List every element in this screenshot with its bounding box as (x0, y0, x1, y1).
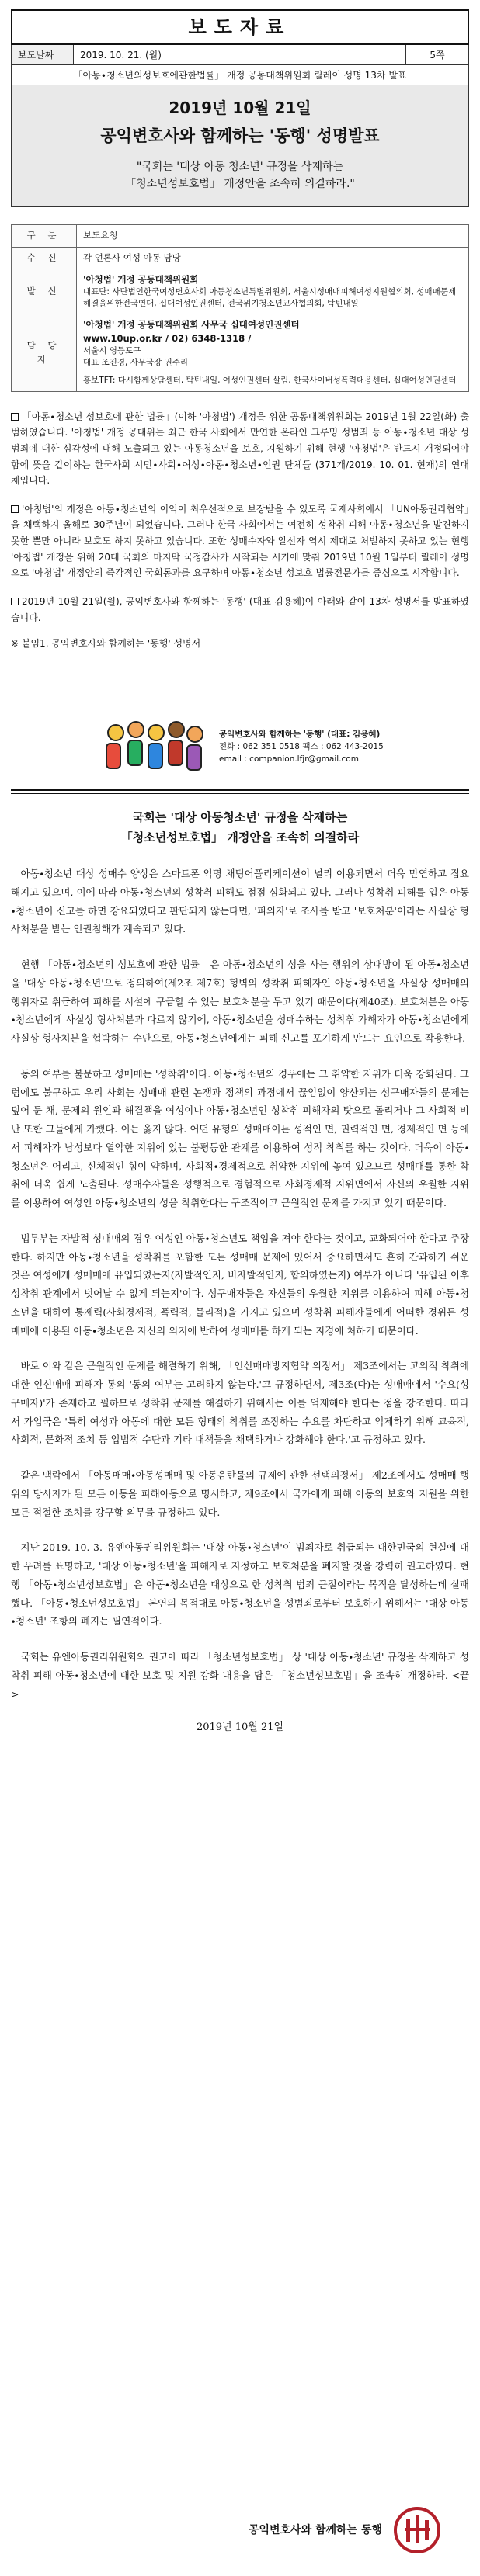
contact-row (12, 314, 469, 391)
statement-paragraph: 법무부는 자발적 성매매의 경우 여성인 아동∙청소년도 책임을 져야 한다는 것이고, 교화되어야 한다고 주장한다. 하지만 아동∙청소년을 성착취를 포함한 모든 성매매 문제에 있어서 중요하면서도 흔히 간과하기 쉬운 것은 여성에게 성매매에 유입되었는지(자발적인지, 비자발적인지, 합의하였는지) 여부가 아니다 '유입된 이후 성착취 관계에서 벗어날 수 없게 되는지'이다. 성구매자들은 자신들의 우월한 지위를 이용하여 피해 아동∙청소년을 대하여 통제력(사회경제적, 폭력적, 물리적)을 가지고 있으며 성착취 피해자들에게 어떠한 경위든 성매매에 이용된 아동∙청소년은 자신의 의지에 반하여 성매매를 하게 되는 지경에 처하기 때문이다. (11, 1232, 469, 1337)
intro-paragraph-text: '아청법'의 개정은 아동∙청소년의 이익이 최우선적으로 보장받을 수 있도록 국제사회에서 「UN아동권리협약」을 채택하지 올해로 30주년이 되었습니다. 그러나 한국 사회에서는 여전히 성착취 피해 아동∙청소년을 발견하지 못한 뿐만 아니라 보호도 하지 못하고 있습니다. 또한 성매수자와 알선자 역시 제대로 처벌하지 못하고 있는 현행 '아청법' 개정을 위해 20대 국회의 마지막 국정감사가 시작되는 시기에 맞춰 2019년 10월 1일부터 릴레이 성명으로 '아청법' 개정안의 즉각적인 국회통과를 요구하며 아동∙청소년 성보호 법률전문가를 중심으로 시작합니다. (11, 503, 469, 579)
sender-org: '아청법' 개정 공동대책위원회 (83, 273, 199, 285)
attachment-note: ※ 붙임1. 공익변호사와 함께하는 '동행' 성명서 (11, 638, 201, 650)
intro-paragraph (11, 409, 469, 489)
statement-date: 2019년 10월 21일 (196, 1721, 284, 1734)
divider (11, 789, 469, 791)
statement-body (11, 865, 469, 1703)
headline-sub-line1: "국회는 '대상 아동 청소년' 규정을 삭제하는 (136, 160, 344, 173)
statement-paragraph: 지난 2019. 10. 3. 유엔아동권리위원회는 '대상 아동∙청소년'이 범죄자로 취급되는 대한민국의 현실에 대한 우려를 표명하고, '대상 아동∙청소년'을 피해자로 지정하고 보호처분을 폐지할 것을 강력히 권고하였다. 현행 「아동∙청소년성보호법」은 아동∙청소년을 대상으로 한 성착취 범죄 근절이라는 목적을 달성하는데 실패했다. 「아동∙청소년성보호법」 본연의 목적대로 아동∙청소년을 성범죄로부터 보호하기 위해서는 '대상 아동∙청소년' 조항의 폐지는 필연적이다. (11, 1541, 469, 1628)
contact-key: 담 당 자 (12, 314, 77, 391)
info-key: 구 분 (12, 225, 77, 247)
contact-person: 대표 조진경, 사무국장 권주리 (83, 358, 189, 368)
divider (11, 793, 469, 794)
contact-cell (77, 314, 469, 391)
statement-title-line2: 「청소년성보호법」 개정안을 조속히 의결하라 (120, 830, 360, 844)
donghaeng-logo-icon (393, 2506, 441, 2554)
page-count: 5쪽 (430, 49, 445, 61)
info-table (11, 224, 469, 391)
statement-title (11, 808, 469, 848)
statement-paragraph: 바로 이와 같은 근원적인 문제를 해결하기 위해, 「인신매매방지협약 의정서」 제3조에서는 고의적 착취에 대한 인신매매 피해자 통의 '동의 여부는 고려하지 않는다.'고 규정하면서, 제3조(다)는 성매매에서 '수요(성구매자)'가 존재하고 필하므로 성착취 문제를 해결하기 위해서는 이를 억제해야 한다는 점을 강조한다. 따라서 가입국은 '특히 여성과 아동에 대한 모든 형태의 착취를 조장하는 수요를 차단하고 억제하기 위해 교육적, 사회적, 문화적 조치 등 입법적 수단과 기타 대책들을 채택하거나 강화해야 한다.'고 규정하고 있다. (11, 1360, 469, 1446)
headline-main: 공익변호사와 함께하는 '동행' 성명발표 (100, 127, 380, 145)
headline-sub (19, 158, 461, 193)
headline-date: 2019년 10월 21일 (169, 99, 311, 117)
sender-row (12, 269, 469, 314)
intro-paragraph-text: 2019년 10월 21일(월), 공익변호사와 함께하는 '동행' (대표 김용혜)이 아래와 같이 13차 성명서를 발표하였습니다. (11, 595, 469, 623)
org-banner (11, 712, 469, 781)
date-value: 2019. 10. 21. (월) (74, 45, 406, 64)
banner-org: 공익변호사와 함께하는 '동행' (대표: 김용혜) (219, 729, 381, 739)
checkbox-square-icon (11, 505, 19, 513)
children-illustration-icon (104, 719, 205, 774)
statement-paragraph: 동의 여부를 불문하고 성매매는 '성착취'이다. 아동∙청소년의 경우에는 그 취약한 지위가 더욱 강화된다. 그럼에도 불구하고 우리 사회는 성매매 관련 논쟁과 정책의 과정에서 끊임없이 양산되는 성구매자들의 문제는 덮어 둔 채, 문제의 원인과 해결책을 여성이나 아동∙청소년인 성착취 피해자의 탓으로 돌리거나 그 사회적 비난 또한 그들에게 가했다. 이는 옳지 않다. 어떤 유형의 성매매이든 성적인 면, 권력적인 면, 경제적인 면 등에서 피해자가 남성보다 열악한 지위에 있는 불평등한 관계를 이용하여 성적 착취를 하는 것이다. 더욱이 아동∙청소년은 어리고, 신체적인 힘이 약하며, 사회적∙경제적으로 취약한 지위에 놓여 있으므로 성매매를 통한 착취에 더욱 쉽게 노출된다. 성매수자들은 성행적으로 경험적으로 사회경제적 지위면에서 자신의 우월한 지위를 이용하여 여성인 아동∙청소년의 성을 착취한다는 구조적이고 근원적인 문제를 가지고 있기 때문이다. (11, 1067, 469, 1209)
contact-address: 서울시 영등포구 (83, 345, 141, 355)
checkbox-square-icon (11, 413, 19, 421)
intro-paragraph-text: 「아동∙청소년 성보호에 관한 법률」(이하 '아청법') 개정을 위한 공동대책위원회는 2019년 1월 22일(화) 출범하였습니다. '아청법' 개정 공대위는 최근 한국 사회에서 만연한 온라인 그루밍 성범죄 등 아동∙청소년 대상 성범죄에 대한 심각성에 대해 노출되고 있는 아동청소년을 보호, 지원하기 위해 현행 '아청법'은 반드시 개정되어야 함에 뜻을 같이하는 한국사회 시민∙사회∙여성∙아동∙청소년∙인권 단체들 (371개/2019. 10. 01. 현재)의 연대체입니다. (11, 411, 469, 487)
banner-email[interactable]: email : companion.lfjr@gmail.com (219, 754, 359, 764)
banner-text (219, 728, 384, 766)
sender-detail: 대표단: 사단법인한국여성변호사회 아동청소년특별위원회, 서울시성매매피해여성지원협의회, 성매매문제해결을위한전국연대, 십대여성인권센터, 전국위기청소년교사협의회, 탁틴내일 (83, 287, 456, 309)
statement-paragraph: 국회는 유엔아동권리위원회의 권고에 따라 「청소년성보호법」 상 '대상 아동∙청소년' 규정을 삭제하고 성착취 피해 아동∙청소년에 대한 보호 및 지원 강화 내용을 담은 「청소년성보호법」을 조속히 개정하라. <끝> (11, 1651, 469, 1700)
press-release-title: 보도자료 (11, 9, 469, 45)
statement-paragraph: 같은 맥락에서 「아동매매∙아동성매매 및 아동음란물의 규제에 관한 선택의정서」 제2조에서도 성매매 행위의 당사자가 된 모든 아동을 피해아동으로 명시하고, 제9조에서 국가에게 피해 아동의 보호와 지원을 위한 모든 적절한 조치를 강구할 의무를 규정하고 있다. (11, 1469, 469, 1518)
info-key: 수 신 (12, 247, 77, 269)
meta-row (11, 45, 469, 65)
banner-phone: 전화 : 062 351 0518 팩스 : 062 443-2015 (219, 741, 384, 751)
statement-paragraph: 아동∙청소년 대상 성매수 양상은 스마트폰 익명 채팅어플리케이션이 널리 이용되면서 더욱 만연하고 집요해지고 있으며, 이에 따라 아동∙청소년의 성착취 피해도 점점 심화되고 있다. 그러나 성착취 피해를 입은 아동∙청소년이 신고를 하면 강요되었다고 판단되지 않는다면, '피의자'로 조사를 받고 '보호처분'이라는 사실상 형사처분을 받는 인권침해가 계속되고 있다. (11, 868, 469, 935)
intro-paragraph (11, 501, 469, 581)
info-value: 보도요청 (77, 225, 469, 247)
footer-org (0, 2506, 480, 2554)
release-subtitle: 「아동∙청소년의성보호에관한법률」 개정 공동대책위원회 릴레이 성명 13차 발표 (11, 65, 469, 85)
headline-box (11, 85, 469, 207)
footer-org-name: 공익변호사와 함께하는 동행 (248, 2523, 382, 2536)
statement-paragraph: 현행 「아동∙청소년의 성보호에 관한 법률」은 아동∙청소년의 성을 사는 행위의 상대방이 된 아동∙청소년을 '대상 아동∙청소년'으로 정의하여(제2조 제7호) 형벽의 성착취 피해자인 아동∙청소년을 사실상 성매매의 행위자로 취급하여 피해를 시설에 구금할 수 있는 보호처분을 두고 있기 때문이다(제40조). 보호처분은 아동∙청소년에게 사실상 형사처분과 다르지 않기에, 아동∙청소년을 성매수하는 성착취 가해자가 아동∙청소년에게 사실상 형사처분을 협박하는 수단으로, 아동∙청소년에게는 피해 신고를 포기하게 만드는 요인으로 작용한다. (11, 959, 469, 1045)
info-row (12, 247, 469, 269)
info-value: 각 언론사 여성 아동 담당 (77, 247, 469, 269)
sender-key: 발 신 (12, 269, 77, 314)
contact-pr: 홍보TFT: 다시함께상담센터, 탁틴내일, 여성인권센터 살림, 한국사이버성폭력대응센터, 십대여성인권센터 (83, 376, 457, 386)
contact-web[interactable]: www.10up.or.kr / 02) 6348-1318 / (83, 332, 252, 344)
statement-title-line1: 국회는 '대상 아동청소년' 규정을 삭제하는 (132, 810, 348, 825)
checkbox-square-icon (11, 598, 19, 605)
info-row (12, 225, 469, 247)
contact-org: '아청법' 개정 공동대책위원회 사무국 십대여성인권센터 (83, 319, 300, 331)
intro-paragraph (11, 594, 469, 626)
sender-cell (77, 269, 469, 314)
date-label: 보도날짜 (12, 45, 74, 64)
headline-sub-line2: 「청소년성보호법」 개정안을 조속히 의결하라." (125, 177, 355, 190)
